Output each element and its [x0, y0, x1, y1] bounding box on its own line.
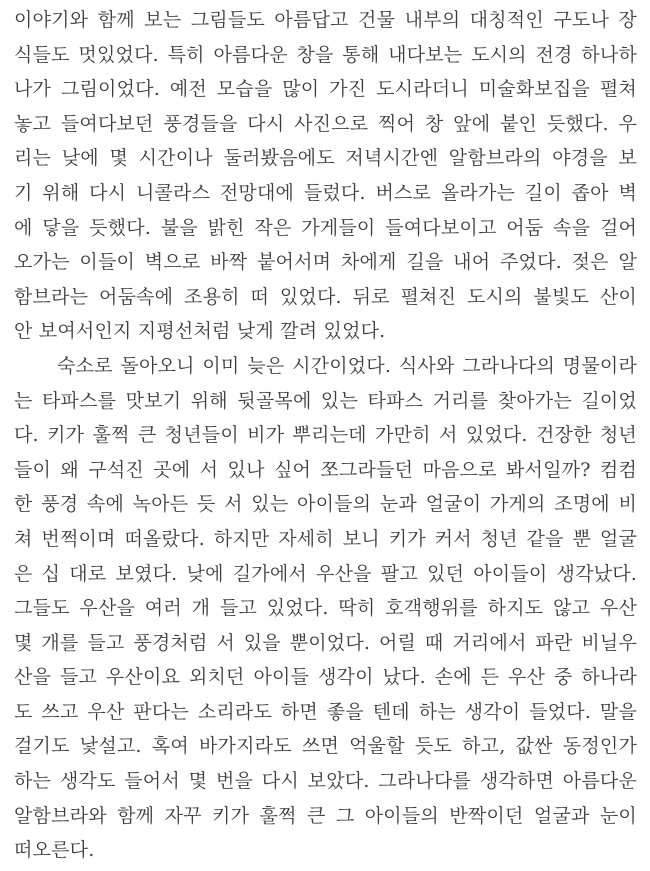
- text-line: 은 십 대로 보였다. 낮에 길가에서 우산을 팔고 있던 아이들이 생각났다.: [14, 562, 637, 585]
- text-line: 나가 그림이었다. 예전 모습을 많이 가진 도시라더니 미술화보집을 펼쳐: [14, 78, 637, 101]
- text-line: 식들도 멋있었다. 특히 아름다운 창을 통해 내다보는 도시의 전경 하나하: [14, 43, 637, 66]
- paragraph: [14, 349, 637, 868]
- text-line: 하는 생각도 들어서 몇 번을 다시 보았다. 그라나다를 생각하면 아름다운: [14, 770, 637, 793]
- text-line: 에 닿을 듯했다. 불을 밝힌 작은 가게들이 들여다보이고 어둠 속을 걸어: [14, 216, 637, 239]
- text-line: 들이 왜 구석진 곳에 서 있나 싶어 쪼그라들던 마음으로 봐서일까? 컴컴: [14, 458, 637, 481]
- text-line: 숙소로 돌아오니 이미 늦은 시간이었다. 식사와 그라나다의 명물이라: [57, 354, 637, 377]
- text-body: [14, 3, 637, 868]
- text-line: 놓고 들여다보던 풍경들을 다시 사진으로 찍어 창 앞에 붙인 듯했다. 우: [14, 112, 637, 135]
- text-line: 이야기와 함께 보는 그림들도 아름답고 건물 내부의 대칭적인 구도나 장: [14, 9, 637, 31]
- text-line: 오가는 이들이 벽으로 바짝 붙어서며 차에게 길을 내어 주었다. 젖은 알: [14, 251, 637, 274]
- text-line: 도 쓰고 우산 판다는 소리라도 하면 좋을 텐데 하는 생각이 들었다. 말을: [14, 700, 637, 723]
- text-line: 알함브라와 함께 자꾸 키가 훌쩍 큰 그 아이들의 반짝이던 얼굴과 눈이: [14, 804, 637, 827]
- text-line: 기 위해 다시 니콜라스 전망대에 들렀다. 버스로 올라가는 길이 좁아 벽: [14, 181, 637, 204]
- text-line: 몇 개를 들고 풍경처럼 서 있을 뿐이었다. 어릴 때 거리에서 파란 비닐우: [14, 631, 637, 654]
- text-line: 는 타파스를 맛보기 위해 뒷골목에 있는 타파스 거리를 찾아가는 길이었: [14, 389, 637, 412]
- text-line: 산을 들고 우산이요 외치던 아이들 생각이 났다. 손에 든 우산 중 하나라: [14, 666, 637, 689]
- text-line: 한 풍경 속에 녹아든 듯 서 있는 아이들의 눈과 얼굴이 가게의 조명에 비: [14, 493, 637, 516]
- text-line: 떠오른다.: [14, 839, 95, 862]
- text-line: 리는 낮에 몇 시간이나 둘러봤음에도 저녁시간엔 알함브라의 야경을 보: [14, 147, 637, 170]
- text-line: 걸기도 낯설고. 혹여 바가지라도 쓰면 억울할 듯도 하고, 값싼 동정인가: [14, 735, 637, 758]
- text-line: 다. 키가 훌쩍 큰 청년들이 비가 뿌리는데 가만히 서 있었다. 건장한 청년: [14, 424, 637, 447]
- paragraph: [14, 3, 637, 349]
- text-line: 함브라는 어둠속에 조용히 떠 있었다. 뒤로 펼쳐진 도시의 불빛도 산이: [14, 285, 637, 308]
- text-line: 안 보여서인지 지평선처럼 낮게 깔려 있었다.: [14, 320, 386, 343]
- text-line: 쳐 번쩍이며 떠올랐다. 하지만 자세히 보니 키가 커서 청년 같을 뿐 얼굴: [14, 527, 637, 550]
- text-line: 그들도 우산을 여러 개 들고 있었다. 딱히 호객행위를 하지도 않고 우산: [14, 597, 637, 620]
